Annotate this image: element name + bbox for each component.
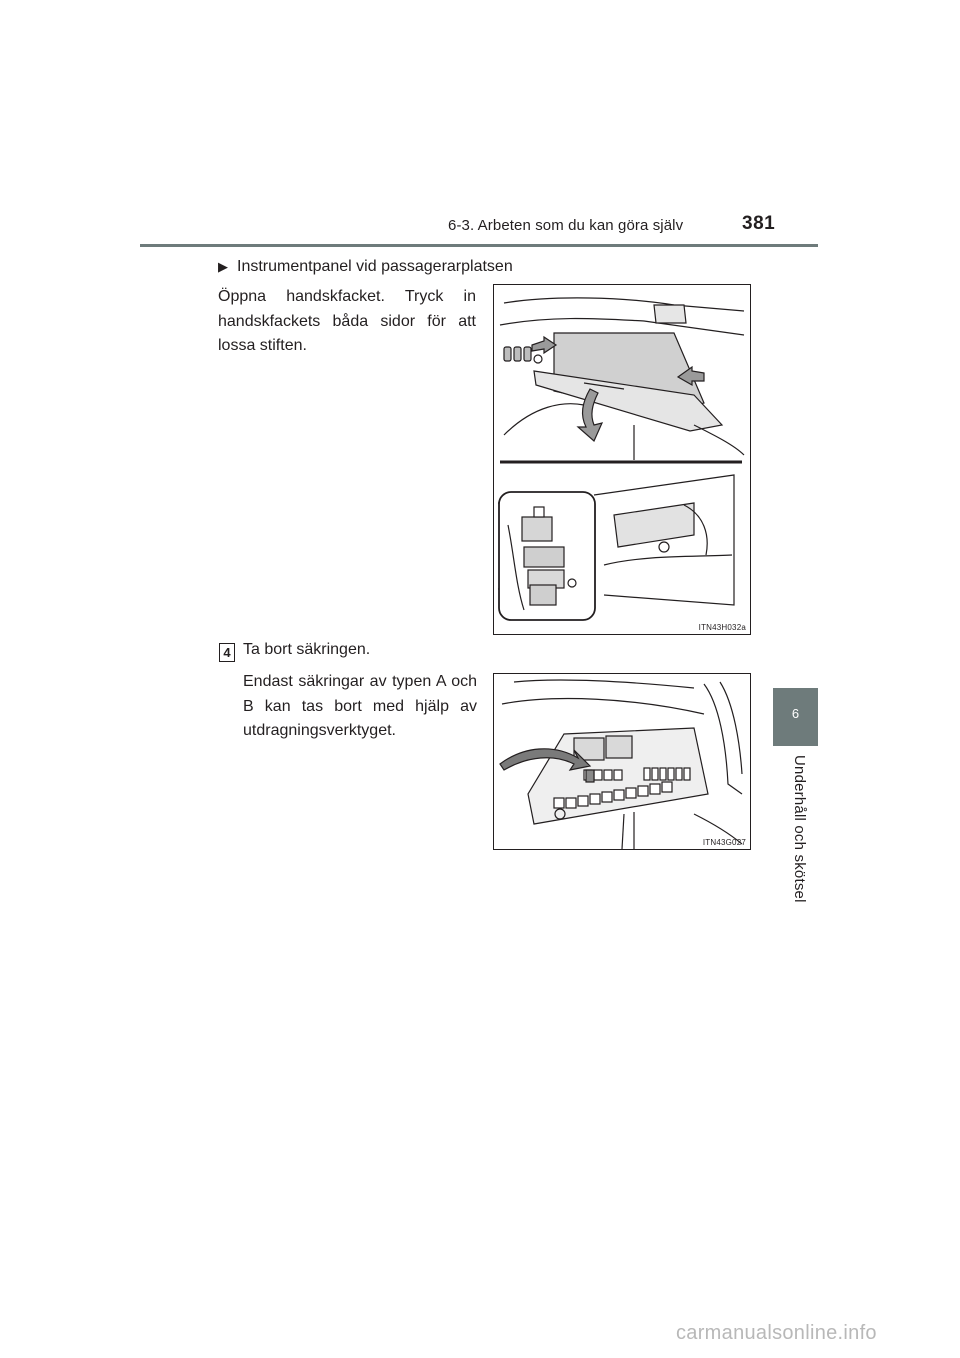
figure-code-1: ITN43H032a	[698, 623, 746, 632]
header-divider	[140, 244, 818, 247]
fusebox-illustration	[494, 674, 750, 849]
instruction-paragraph-1: Öppna handskfacket. Tryck in handskfackets båda sidor för att lossa stiften.	[218, 288, 476, 354]
bullet-heading-text: Instrumentpanel vid passagerarplatsen	[237, 258, 513, 275]
triangle-bullet-icon: ▶	[218, 259, 228, 274]
chapter-tab-label: Underhåll och skötsel	[791, 755, 808, 903]
figure-glovebox	[493, 284, 751, 635]
instruction-paragraph-2: Endast säkringar av typen A och B kan tas bort med hjälp av utdragningsverktyget.	[243, 673, 477, 739]
watermark: carmanualsonline.info	[676, 1322, 877, 1344]
figure-fusebox	[493, 673, 751, 850]
step-number-box: 4	[219, 643, 235, 662]
chapter-tab-number: 6	[791, 706, 800, 721]
section-title: 6-3. Arbeten som du kan göra själv	[448, 217, 684, 234]
page-number: 381	[742, 213, 776, 234]
step-text: Ta bort säkringen.	[243, 641, 371, 658]
figure-code-2: ITN43G027	[702, 838, 746, 847]
bullet-heading	[218, 258, 513, 276]
glovebox-illustration	[494, 285, 750, 634]
